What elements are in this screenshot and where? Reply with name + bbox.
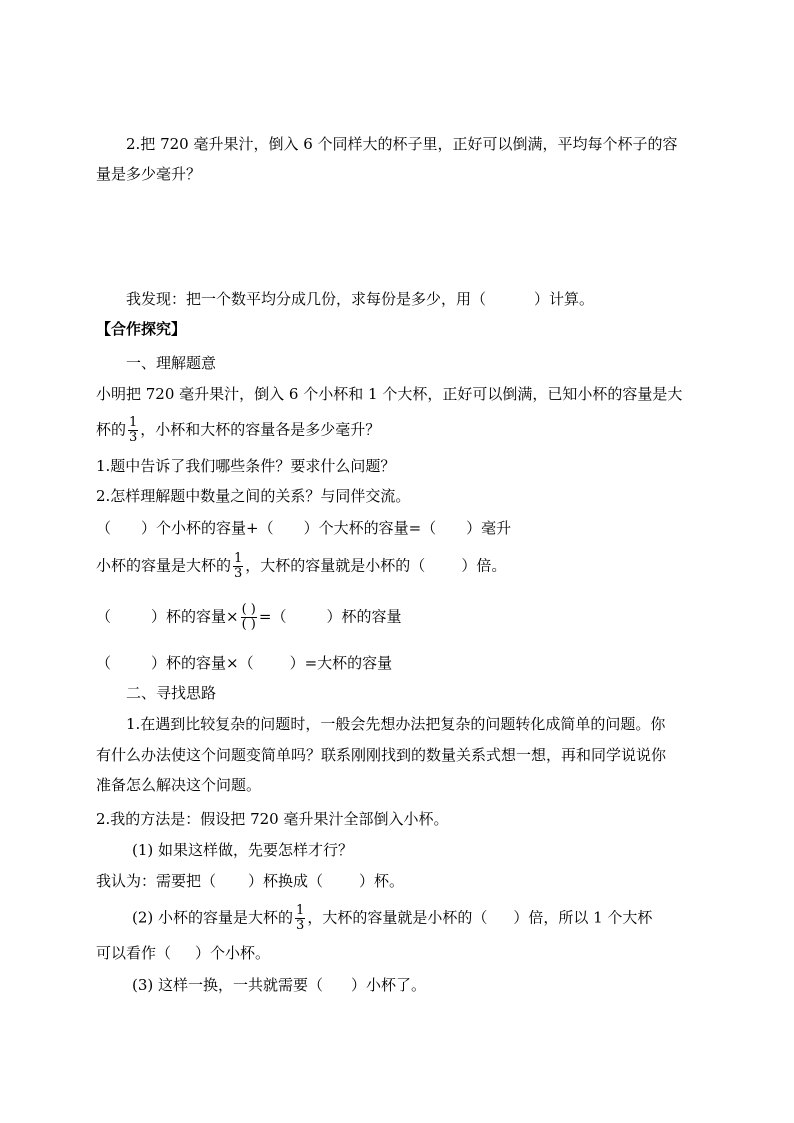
discovery-suffix: ）计算。 xyxy=(534,290,595,308)
eq1-small-cups: ）个小杯的容量+（ xyxy=(141,519,274,537)
problem-line-1: 小明把 720 毫升果汁，倒入 6 个小杯和 1 个大杯，正好可以倒满，已知小杯的容量是大 xyxy=(96,385,683,403)
sub-question-1: (1) 如果这样做，先要怎样才行？ xyxy=(132,841,354,859)
eq4-open: （ xyxy=(96,654,112,672)
eq1-ml: ）毫升 xyxy=(466,519,512,537)
question-2-line-2: 量是多少毫升？ xyxy=(96,165,202,183)
sub2-suffix: ）倍，所以 1 个大杯 xyxy=(513,908,653,927)
sub-question-2-line-2 xyxy=(96,943,270,963)
fraction-numerator: 1 xyxy=(129,415,138,430)
sub2-prefix: (2) 小杯的容量是大杯的 xyxy=(132,908,294,927)
part-2-para-line-3: 准备怎么解决这个问题。 xyxy=(96,776,262,794)
sub-question-3 xyxy=(132,975,426,995)
question-1: 1.题中告诉了我们哪些条件？要求什么问题？ xyxy=(96,457,396,475)
part-2-para-line-1: 1.在遇到比较复杂的问题时，一般会先想办法把复杂的问题转化成简单的问题。你 xyxy=(126,715,666,733)
sub3-prefix: (3) 这样一换，一共就需要（ xyxy=(132,976,324,994)
sub2-line2-prefix: 可以看作（ xyxy=(96,944,172,962)
eq1-big-cups: ）个大杯的容量=（ xyxy=(303,519,437,537)
problem-line-2-prefix: 杯的 xyxy=(96,420,127,439)
think-answer xyxy=(96,871,404,891)
blank-fraction xyxy=(241,603,257,632)
one-third-fraction xyxy=(233,552,243,581)
equation-3 xyxy=(96,603,401,632)
discovery-sentence xyxy=(126,289,594,309)
part-2-heading: 二、寻找思路 xyxy=(126,684,217,702)
eq4-cup-capacity: ）杯的容量×（ xyxy=(151,654,254,672)
eq4-suffix: ）=大杯的容量 xyxy=(289,654,393,672)
question-2-line-1: 2.把 720 毫升果汁，倒入 6 个同样大的杯子里，正好可以倒满，平均每个杯子的容 xyxy=(126,135,678,153)
think-suffix: ）杯。 xyxy=(359,872,405,890)
fraction-denominator: 3 xyxy=(234,566,243,581)
method-statement: 2.我的方法是：假设把 720 毫升果汁全部倒入小杯。 xyxy=(96,810,449,828)
one-third-fraction xyxy=(128,416,138,445)
part-1-heading: 一、理解题意 xyxy=(126,354,217,372)
sub2-middle: ，大杯的容量就是小杯的（ xyxy=(307,908,488,927)
equation-2 xyxy=(96,552,506,581)
section-title: 【合作探究】 xyxy=(96,320,187,338)
problem-line-2-suffix: ，小杯和大杯的容量各是多少毫升？ xyxy=(140,420,381,439)
think-middle: ）杯换成（ xyxy=(248,872,324,890)
think-prefix: 我认为：需要把（ xyxy=(96,872,217,890)
eq3-open: （ xyxy=(96,607,112,626)
equation-4 xyxy=(96,653,392,673)
eq2-prefix: 小杯的容量是大杯的 xyxy=(96,556,232,575)
sub3-suffix: ）小杯了。 xyxy=(351,976,427,994)
eq3-suffix: ）杯的容量 xyxy=(326,607,402,626)
part-2-para-line-2: 有什么办法使这个问题变简单吗？联系刚刚找到的数量关系式想一想，再和同学说说你 xyxy=(96,746,667,764)
eq3-equals: =（ xyxy=(258,607,287,626)
question-2-relations: 2.怎样理解题中数量之间的关系？与同伴交流。 xyxy=(96,487,411,505)
discovery-prefix: 我发现：把一个数平均分成几份，求每份是多少，用（ xyxy=(126,290,487,308)
eq1-open: （ xyxy=(96,519,112,537)
eq2-suffix: ）倍。 xyxy=(461,556,507,575)
blank-numerator: ( ) xyxy=(241,602,256,617)
eq2-middle: ，大杯的容量就是小杯的（ xyxy=(245,556,426,575)
sub-question-2 xyxy=(132,904,652,933)
fraction-numerator: 1 xyxy=(296,903,305,918)
fraction-denominator: 3 xyxy=(296,918,305,933)
problem-line-2 xyxy=(96,416,380,445)
fraction-denominator: 3 xyxy=(129,430,138,445)
sub2-line2-suffix: ）个小杯。 xyxy=(195,944,271,962)
blank-denominator: ( ) xyxy=(241,617,256,632)
one-third-fraction xyxy=(295,904,305,933)
fraction-numerator: 1 xyxy=(234,551,243,566)
equation-1 xyxy=(96,518,511,538)
eq3-cup-capacity: ）杯的容量× xyxy=(151,607,239,626)
